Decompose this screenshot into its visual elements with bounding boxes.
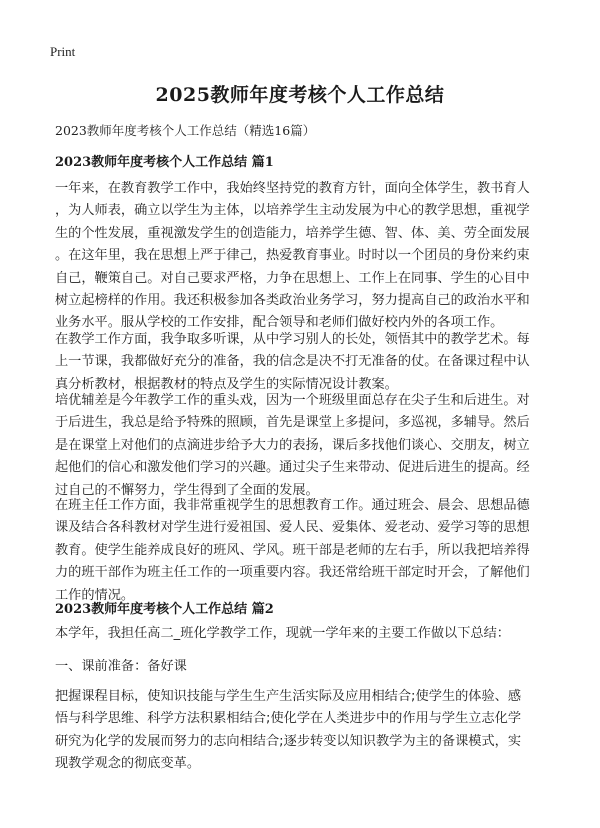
paragraph: 把握课程目标，使知识技能与学生生产生活实际及应用相结合;使学生的体验、感 悟与科学思维、科学方法积累相结合;使化学在人类进步中的作用与学生立志化学 研究为化学的发展而努力的志向相结合;逐步转变以知识教学为主的备课模式，实 现教学观念的彻底变革。 <box>55 689 522 772</box>
document-subtitle: 2023教师年度考核个人工作总结（精选16篇） <box>55 123 316 138</box>
section-heading: 2023教师年度考核个人工作总结 篇2 <box>55 602 274 617</box>
paragraph: 本学年，我担任高二_班化学教学工作，现就一学年来的主要工作做以下总结： <box>55 626 510 641</box>
paragraph: 在教学工作方面，我争取多听课，从中学习别人的长处，领悟其中的教学艺术。每 上一节课，我都做好充分的准备，我的信念是决不打无准备的仗。在备课过程中认 真分析教材，根据教材的特点及学生的实际情况设计教案。 <box>55 332 530 392</box>
paragraph: 一、课前准备：备好课 <box>55 659 187 674</box>
paragraph: 培优辅差是今年教学工作的重头戏，因为一个班级里面总存在尖子生和后进生。对 于后进生，我总是给予特殊的照顾，首先是课堂上多提问，多巡视，多辅导。然后 是在课堂上对他们的点滴进步给予大力的表扬，课后多找他们谈心、交朋友，树立 起他们的信心和激发他们学习的兴趣。通过尖子生来带动、促进后进生的提高。经 过自己的不懈努力，学生得到了全面的发展。 <box>55 393 530 498</box>
document-title: 2025教师年度考核个人工作总结 <box>155 84 445 106</box>
print-link[interactable]: Print <box>50 44 76 59</box>
paragraph: 一年来，在教育教学工作中，我始终坚持党的教育方针，面向全体学生，教书育人 ，为人师表，确立以学生为主体，以培养学生主动发展为中心的教学思想，重视学 生的个性发展，重视激发学生的创造能力，培养学生德、智、体、美、劳全面发展 。在这年里，我在思想上严于律己，热爱教育事业。时时以一个团员的身份来约束 自己，鞭策自己。对自己要求严格，力争在思想上、工作上在同事、学生的心目中 树立起榜样的作用。我还积极参加各类政治业务学习，努力提高自己的政治水平和 业务水平。服从学校的工作安排，配合领导和老师们做好校内外的各项工作。 <box>55 181 530 331</box>
section-heading: 2023教师年度考核个人工作总结 篇1 <box>55 155 274 170</box>
paragraph: 在班主任工作方面，我非常重视学生的思想教育工作。通过班会、晨会、思想品德 课及结合各科教材对学生进行爱祖国、爱人民、爱集体、爱老动、爱学习等的思想 教育。使学生能养成良好的班风、学风。班干部是老师的左右手，所以我把培养得 力的班干部作为班主任工作的一项重要内容。我还常给班干部定时开会，了解他们 工作的情况。 <box>55 498 530 603</box>
